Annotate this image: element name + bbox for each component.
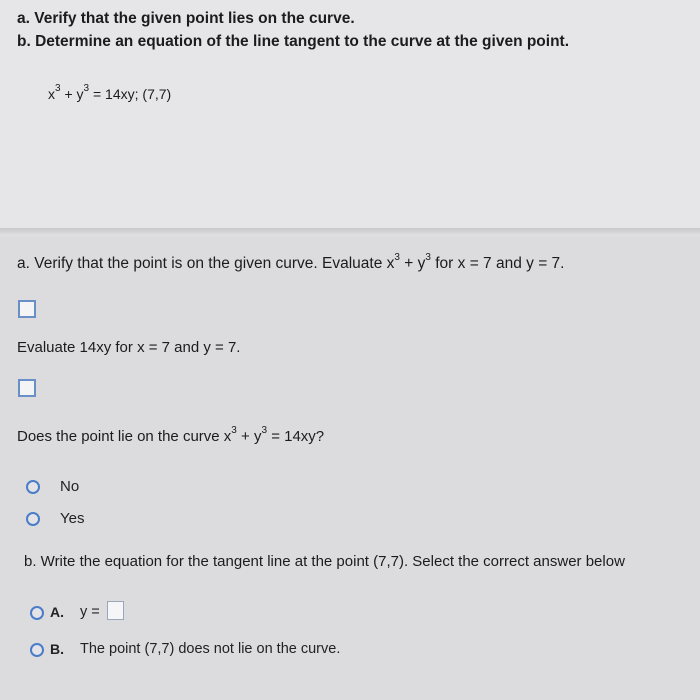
lie-on-curve-question: Does the point lie on the curve $x^3 + y^3 = 14xy$? <box>17 425 325 445</box>
radio-option-b[interactable] <box>30 643 44 657</box>
option-a-letter: A. <box>50 604 64 620</box>
answer-box-xy-cubed[interactable] <box>18 300 36 318</box>
evaluate-14xy-label: Evaluate 14xy for x = 7 and y = 7. <box>17 339 241 356</box>
radio-option-a[interactable] <box>30 606 44 620</box>
part-b-prompt: b. Write the equation for the tangent line at the point (7,7). Select the correct answer below <box>24 553 625 570</box>
panel-divider <box>0 228 700 236</box>
radio-yes-label: Yes <box>60 510 85 527</box>
option-b-text: The point (7,7) does not lie on the curve. <box>80 641 341 657</box>
answer-box-14xy[interactable] <box>18 379 36 397</box>
answer-panel <box>0 236 700 700</box>
radio-no-label: No <box>60 478 80 495</box>
radio-no[interactable] <box>26 480 40 494</box>
option-b-letter: B. <box>50 641 64 657</box>
option-a-text: y = <box>80 604 100 620</box>
part-a-prompt: a. Verify that the point is on the given curve. Evaluate $x^3 + y^3$ for x = 7 and y = 7. <box>17 252 565 272</box>
problem-equation: $x^3 + y^3 = 14xy$; (7,7) <box>48 83 172 102</box>
answer-box-tangent-line[interactable] <box>107 601 124 620</box>
problem-line-a: a. Verify that the given point lies on the curve. <box>17 10 355 27</box>
problem-panel <box>0 0 700 228</box>
radio-yes[interactable] <box>26 512 40 526</box>
problem-line-b: b. Determine an equation of the line tangent to the curve at the given point. <box>17 33 570 50</box>
